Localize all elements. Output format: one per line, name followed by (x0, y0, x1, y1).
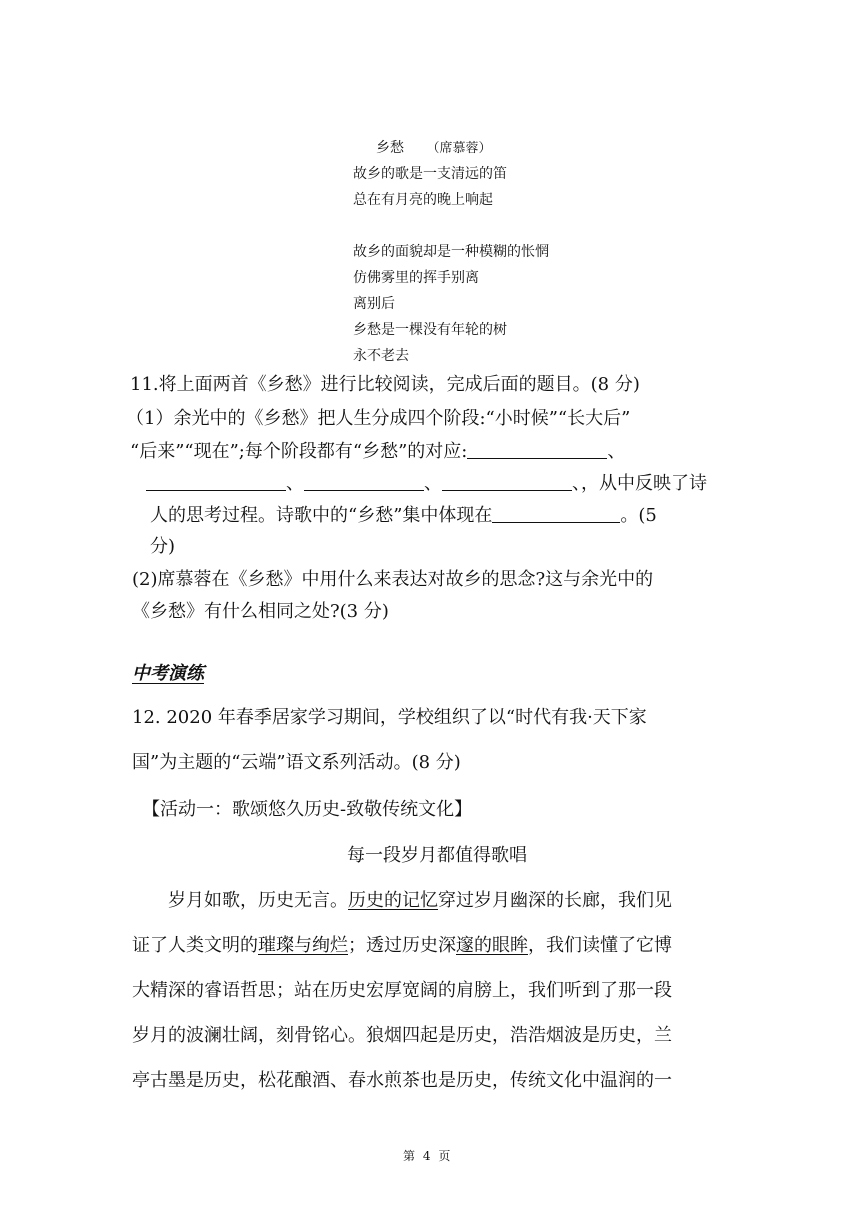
q11-part2-line1: (2)席慕蓉在《乡愁》中用什么来表达对故乡的思念?这与余光中的 (132, 569, 654, 590)
poem-line: 永不老去 (353, 348, 409, 364)
answer-blank[interactable] (467, 442, 607, 459)
article-line: 证了人类文明的璀璨与绚烂；透过历史深邃的眼眸，我们读懂了它博 (132, 935, 672, 956)
poem-line: 故乡的面貌却是一种模糊的怅惘 (353, 244, 549, 260)
q12-line2: 国”为主题的“云端”语文系列活动。(8 分) (132, 752, 461, 773)
article-line: 亭古墨是历史，松花酿酒、春水煎茶也是历史，传统文化中温润的一 (132, 1070, 672, 1091)
poem-author: （席慕蓉） (426, 141, 492, 156)
poem-line: 离别后 (353, 296, 395, 312)
article-line: 大精深的睿语哲思；站在历史宏厚宽阔的肩膀上，我们听到了那一段 (132, 980, 672, 1001)
article-line: 岁月的波澜壮阔，刻骨铭心。狼烟四起是历史，浩浩烟波是历史，兰 (132, 1025, 672, 1046)
article-title: 每一段岁月都值得歌唱 (347, 845, 527, 866)
activity-heading: 【活动一：歌颂悠久历史-致敬传统文化】 (142, 799, 473, 820)
q11-part2-line2: 《乡愁》有什么相同之处?(3 分) (132, 601, 389, 622)
poem-title: 乡愁 (376, 140, 404, 156)
answer-blank[interactable] (304, 474, 424, 491)
q11-part1-line5: 分) (150, 536, 176, 557)
page-number: 第 4 页 (403, 1149, 451, 1163)
q11-part1-line4: 人的思考过程。诗歌中的“乡愁”集中体现在 。(5 (150, 505, 657, 526)
poem-line: 仿佛雾里的挥手别离 (353, 270, 479, 286)
answer-blank[interactable] (146, 474, 286, 491)
q11-part1-line2: “后来”“现在”;每个阶段都有“乡愁”的对应: 、 (130, 441, 626, 462)
answer-blank[interactable] (492, 506, 620, 523)
q12-line1: 12. 2020 年春季居家学习期间，学校组织了以“时代有我·天下家 (132, 707, 647, 728)
section-title: 中考演练 (132, 663, 204, 684)
poem-title-line (376, 137, 491, 157)
q11-stem: 11.将上面两首《乡愁》进行比较阅读，完成后面的题目。(8 分) (130, 374, 640, 395)
poem-line: 乡愁是一棵没有年轮的树 (353, 322, 507, 338)
q11-part1-line1: （1）余光中的《乡愁》把人生分成四个阶段:“小时候”“长大后” (126, 408, 631, 429)
article-line: 岁月如歌，历史无言。历史的记忆穿过岁月幽深的长廊，我们见 (168, 890, 672, 911)
q11-part1-line3: 、 、 、，从中反映了诗 (146, 469, 707, 495)
poem-line: 故乡的歌是一支清远的笛 (353, 166, 507, 182)
poem-line: 总在有月亮的晚上响起 (353, 192, 493, 208)
answer-blank[interactable] (442, 474, 572, 491)
